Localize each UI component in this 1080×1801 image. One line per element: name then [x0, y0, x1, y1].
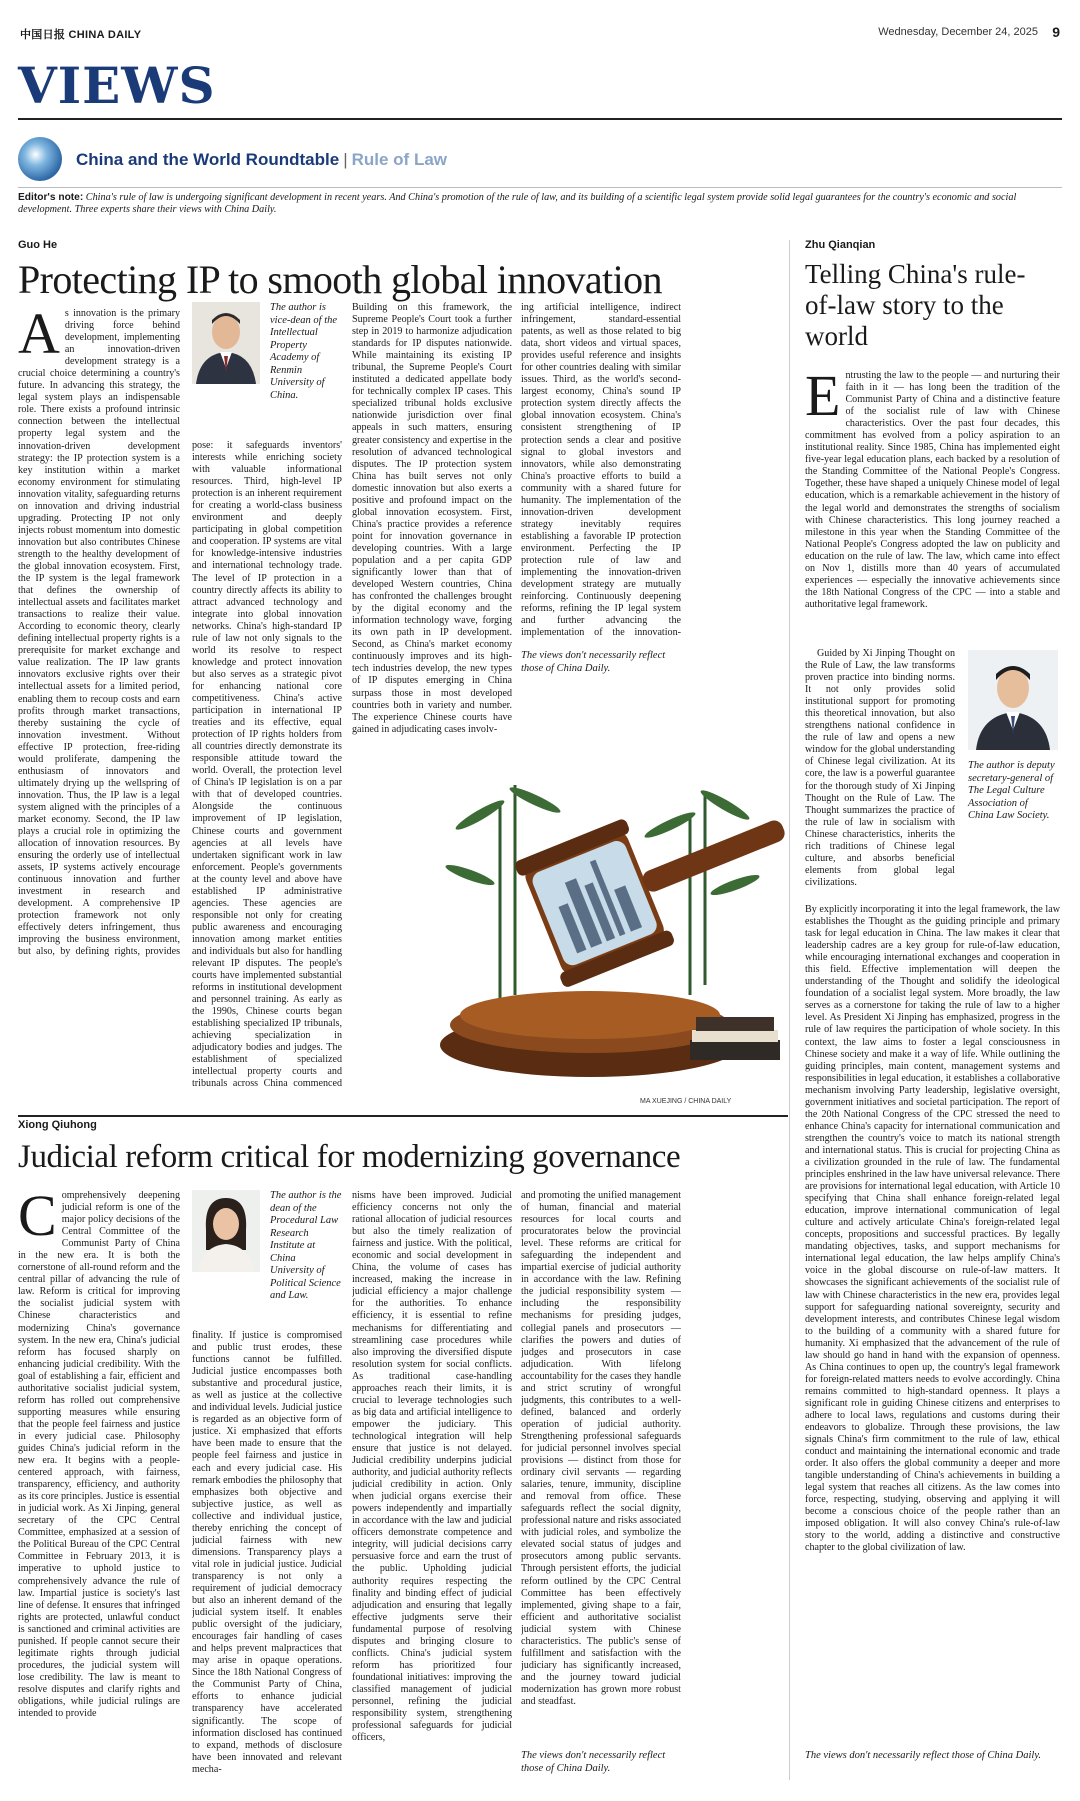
article2-column-1 — [18, 1190, 180, 1780]
article1-column-4 — [521, 302, 681, 640]
article2-col2-text: omprehensively deepening judicial reform is one of the major policy decisions of the Central Committee of the Communist Party of China in the new era. It is both the cornerstone of all-round reform and the central pillar of advancing the rule of law. Reform is critical for improving the socialist judicial system with Chinese characteristics and modernizing China's governance system. In the new era, China's judicial reform has focused sharply on enhancing judicial credibility. With the goal of establishing a fair, efficient and authoritative socialist judicial system, reform has rolled out comprehensive supporting measures while ensuring that the people feel fairness and justice in every judicial case. Philosophy guides China's judicial reform in the new era. It begins with a people-centered approach, with fairness, transparency, efficiency, and authority as its core principles. Justice is essential in judicial work. As Xi Jinping, general secretary of the CPC Central Committee, emphasized at a session of the Political Bureau of the CPC Central Committee in February 2013, it is imperative to uphold justice to comprehensively advance the rule of law. Impartial justice is society's last line of defense. It ensures that infringed rights are protected, unlawful conduct is sanctioned and criminal activities are punished. If people cannot secure their legitimate rights through judicial procedures, the judicial system will lose credibility. The law is meant to resolve disputes and clarify rights and obligations, while judicial rulings are intended to provide — [18, 1190, 180, 1720]
roundtable-subtitle: Rule of Law — [351, 150, 448, 169]
banner-divider — [18, 187, 1062, 188]
article1-column-3 — [352, 302, 512, 740]
article2-author-caption: The author is the dean of the Procedural Law Research Institute at China University of Political Science and Law. — [270, 1190, 342, 1301]
editors-note-label: Editor's note: — [18, 192, 84, 203]
article1-author-caption: The author is vice-dean of the Intellectual Property Academy of Renmin University of China. — [270, 302, 338, 401]
editors-note-text: China's rule of law is undergoing significant development in recent years. And China's promotion of the rule of law, and its building of a scientific legal system provide solid legal guarantees for the country's economic and social development. Three experts share their views with China Daily. — [18, 192, 1017, 215]
article1-column-2 — [192, 440, 342, 1090]
author-photo-guo-he — [192, 302, 260, 384]
article1-byline: Guo He — [18, 239, 58, 251]
article1-col2-text: pose: it safeguards inventors' interests while enriching society with valuable informational resources. Third, high-level IP protection is an inherent requirement for creating a world-class business environment and deeply participating in global competition and cooperation. IP systems are vital for knowledge-intensive industries and international technology trade. The level of IP protection in a country directly affects its ability to attract advanced technology and integrate into global innovation networks. China's high-standard IP rule of law not only signals to the world its resolve to respect knowledge and protect innovation but also serves as a strategic pivot for enhancing national core competitiveness. China's active participation in international IP treaties and its effective, equal protection of IP rights holders from all countries directly demonstrate its responsible attitude toward the world. Overall, the protection level of China's IP legislation is on a par with that of developed countries. Alongside the continuous improvement of IP legislation, Chinese courts and government agencies at all levels have undertaken significant work in law enforcement. People's governments at the county level and above have established IP administrative agencies. These agencies are responsible not only for creating public awareness and encouraging innovation among market entities and individuals but also for handling relevant IP disputes. The people's courts have implemented substantial reforms in institutional development and personnel training. As early as the 1990s, Chinese courts began establishing specialized IP tribunals, achieving specialization in adjudicatory bodies and judges. The establishment of specialized intellectual property courts and tribunals across China commenced — [192, 440, 342, 1090]
article-divider — [18, 1115, 788, 1117]
illustration-credit: MA XUEJING / CHINA DAILY — [640, 1098, 732, 1105]
editors-note — [18, 192, 1062, 216]
article3-col1-text: ntrusting the law to the people — and nurturing their faith in it — has long been the tradition of the Communist Party of China and a distinctive feature of the socialist rule of law with Chinese characteristics. Over the past four decades, this commitment has evolved from a policy aspiration to an institutional reality. Since 1985, China has implemented eight five-year legal education plans, each backed by a resolution of the Standing Committee of the National People's Congress. Together, these have shaped a uniquely Chinese model of legal education, which is a remarkable achievement in the history of the legal world and demonstrates the strengths of socialism with Chinese characteristics. This long journey reached a milestone in this year when the Standing Committee of the National People's Congress adopted the law on publicity and education on the rule of law. The law, which came into effect on Nov 1, distills more than 40 years of accumulated experiences — especially the innovative achievements since the 18th National Congress of the CPC — into a stable and authoritative legal framework. — [805, 370, 1060, 610]
drop-cap: C — [18, 1190, 57, 1248]
article3-column-1b — [805, 648, 955, 900]
article3-author-caption: The author is deputy secretary-general of The Legal Culture Association of China Law Society. — [968, 760, 1055, 821]
issue-date: Wednesday, December 24, 2025 — [878, 26, 1038, 38]
roundtable-banner — [76, 150, 447, 170]
gavel-illustration — [390, 745, 788, 1095]
article3-disclaimer: The views don't necessarily reflect those of China Daily. — [805, 1750, 1042, 1761]
article3-column-1 — [805, 370, 1060, 646]
article3-col1b-text: Guided by Xi Jinping Thought on the Rule of Law, the law transforms proven practice into binding norms. It not only provides solid institutional support for promoting this theoretical innovation, but also strengthens national confidence in the rule of law and opens a new window for the global understanding of Chinese legal civilization. At its core, the law is a powerful guarantee for the thorough study of Xi Jinping Thought on the Rule of Law. The Thought summarizes the practice of the rule of law in socialism with Chinese characteristics, inherits the rich traditions of Chinese legal culture, and absorbs beneficial elements from global legal civilizations. — [805, 648, 955, 888]
china-daily-logo: 中国日报 CHINA DAILY — [20, 29, 142, 41]
article2-col4-text: and promoting the unified management of human, financial and material resources for local courts and procuratorates below the provincial level. These reforms are critical for safeguarding the independent and impartial exercise of judicial authority in accordance with the law. Refining the judicial responsibility system — including the responsibility mechanisms for presiding judges, collegial panels and prosecutors — clarifies the powers and duties of judges and prosecutors in case adjudication. With lifelong accountability for the cases they handle and strict scrutiny of wrongful judgments, this contributes to a well-defined, balanced and orderly operation of judicial authority. Strengthening professional safeguards for judicial personnel involves special provisions — distinct from those for ordinary civil servants — regarding salaries, tenure, immunity, discipline and removal from office. These safeguards reflect the social dignity, professional nature and risks associated with judicial roles, and symbolize the elevated social status of judges and prosecutors among public servants. Through persistent efforts, the judicial reform outlined by the CPC Central Committee has been effectively implemented, giving shape to a fair, efficient and authoritative socialist judicial system with Chinese characteristics. The public's sense of fulfillment and satisfaction with the judiciary has significantly increased, and the journey toward judicial modernization has grown more robust and steadfast. — [521, 1190, 681, 1707]
column-divider — [789, 240, 790, 1780]
author-photo-zhu-qianqian — [968, 650, 1058, 750]
article1-headline: Protecting IP to smooth global innovation — [18, 257, 662, 302]
article1-col4-text: ing artificial intelligence, indirect infringement, standard-essential patents, as well as those related to big data, short videos and virtual spaces, provides useful reference and insights for other countries dealing with similar issues. Third, as the world's second-largest economy, China's sound IP protection system directly affects the global innovation ecosystem. China's consistent strengthening of IP protection sends a clear and positive signal to global investors and innovators, while also demonstrating China's proactive efforts to build a community with a shared future for humanity. The implementation of the innovation-driven development strategy inevitably requires establishing a favorable IP protection environment. Perfecting the IP protection rule of law and implementing the innovation-driven development strategy are mutually reinforcing. Continuously deepening reforms, refining the IP legal system and further advancing the implementation of the innovation- — [521, 302, 681, 639]
article3-byline: Zhu Qianqian — [805, 239, 876, 251]
author-photo-xiong-qiuhong — [192, 1190, 260, 1272]
drop-cap: A — [18, 308, 60, 366]
article2-column-4 — [521, 1190, 681, 1742]
roundtable-separator: | — [343, 150, 348, 169]
article3-headline: Telling China's rule-of-law story to the world — [805, 259, 1026, 351]
article2-col3-text: nisms have been improved. Judicial efficiency concerns not only the rational allocation of judicial resources but also the timely realization of fairness and justice. With the political, economic and social development in China, the volume of cases has increased, making the increase in judicial efficiency a major challenge for the authorities. To enhance efficiency, it is essential to refine mechanisms for differentiating and streamlining case procedures while also improving the diversified dispute resolution system for social conflicts. As traditional case-handling approaches reach their limits, it is crucial to leverage technologies such as big data and artificial intelligence to empower the judiciary. This technological integration will help ensure that justice is not delayed. Judicial credibility underpins judicial authority, and judicial authority reflects judicial credibility in action. Only when judicial organs exercise their powers independently and impartially in accordance with the law and judicial officers demonstrate competence and integrity, will judicial decisions carry persuasive force and earn the trust of the public. Upholding judicial authority requires respecting the finality and binding effect of judicial adjudication and ensuring that legally effective judgments serve their fundamental purpose of resolving disputes and bringing closure to conflicts. China's judicial system reform has prioritized four foundational initiatives: improving the classified management of judicial personnel, refining the judicial responsibility system, strengthening professional safeguards for judicial officers, — [352, 1190, 512, 1744]
roundtable-title: China and the World Roundtable — [76, 150, 340, 169]
article1-column-1 — [18, 308, 180, 958]
article1-col3-text: Building on this framework, the Supreme People's Court took a further step in 2019 to harmonize adjudication standards for IP disputes nationwide. While maintaining its existing IP tribunal, the Supreme People's Court instituted a dedicated appellate body for technically complex IP cases. This specialized tribunal holds exclusive nationwide jurisdiction over final appeals in such matters, ensuring greater consistency and expertise in the resolution of advanced technological disputes. The IP protection system China has built serves not only domestic innovation but also exerts a positive and profound impact on the global innovation ecosystem. First, China's practice provides a reference point for innovation governance in developing countries. With a large population and a per capita GDP significantly lower than that of developed Western countries, China has confronted the challenges brought by the digital economy and the information technology wave, forging its own path in IP development. Second, as China's market economy continuously improves and its high-tech industries develop, the new types of IP disputes emerging in China surpass those in most developed countries both in variety and number. The experience Chinese courts have gained in adjudicating cases involv- — [352, 302, 512, 735]
globe-icon — [18, 137, 62, 181]
section-divider — [18, 118, 1062, 120]
article1-col1-text: s innovation is the primary driving force behind development, implementing an innovation-driven development strategy is a crucial choice determining a country's future. In advancing this strategy, the legal system plays an indispensable role. There exists a profound intrinsic connection between the intellectual property legal system and the innovation-driven development strategy: the IP protection system is a key institution within a market economy environment for stimulating innovation vitality, safeguarding returns on innovation and driving industrial upgrading. Protecting IP not only injects robust momentum into domestic innovation but also contributes Chinese strength to the healthy development of the global innovation ecosystem. First, the IP system is the legal framework that defines the ownership of intellectual assets and facilitates market transactions to realize their value. According to economic theory, clearly defining intellectual property rights is a prerequisite for market exchange and value realization. The IP law grants innovators exclusive rights over their intellectual assets for a limited period, enabling them to recoup costs and earn profits through market transactions, thereby sustaining the cycle of innovation investment. Without effective IP protection, free-riding would proliferate, dampening the enthusiasm of innovators and ultimately drying up the wellspring of innovation. Thus, the IP law is a legal system aligned with the principles of a market economy. Second, the IP law plays a crucial role in optimizing the allocation of innovation resources. By ensuring the orderly use of intellectual assets, IP systems actively encourage continuous innovation and further investment in research and development. A comprehensive IP protection framework not only effectively deters infringement, thus improving the business environment, but also, by defining rights, provides — [18, 308, 180, 958]
masthead — [20, 26, 1060, 40]
article2-col2-text: finality. If justice is compromised and public trust erodes, these functions cannot be fulfilled. Judicial justice encompasses both substantive and procedural justice, as well as justice at the collective and individual levels. Judicial justice is regarded as an objective form of justice. Xi emphasized that efforts have been made to ensure that the people feel fairness and justice in each and every judicial case. His remark embodies the philosophy that emphasizes both objective and subjective justice, as well as collective and individual justice, thereby enriching the concept of judicial fairness with new dimensions. Transparency plays a vital role in judicial justice. Judicial transparency is not only a requirement of judicial democracy but also an inherent demand of the judicial system itself. It enables public oversight of the judiciary, encourages fair handling of cases and helps prevent malpractices that may arise in opaque operations. Since the 18th National Congress of the Communist Party of China, efforts to enhance judicial transparency have accelerated significantly. The scope of information disclosed has continued to expand, methods of disclosure have been innovated and relevant mecha- — [192, 1330, 342, 1775]
article2-headline: Judicial reform critical for modernizing governance — [18, 1139, 681, 1175]
article3-column-1c — [805, 904, 1060, 1740]
article2-disclaimer: The views don't necessarily reflect those of China Daily. — [521, 1750, 666, 1774]
article1-disclaimer: The views don't necessarily reflect those of China Daily. — [521, 650, 666, 674]
article2-byline: Xiong Qiuhong — [18, 1119, 97, 1131]
section-title: VIEWS — [18, 56, 216, 115]
article2-column-2 — [192, 1330, 342, 1780]
drop-cap: E — [805, 370, 841, 428]
page-number: 9 — [1052, 24, 1060, 40]
article2-column-3 — [352, 1190, 512, 1780]
article3-col1c-text: By explicitly incorporating it into the legal framework, the law establishes the Thought as the guiding principle and primary task for legal education in China. The law makes it clear that leadership cadres are a key group for rule-of-law education, while encouraging international exchanges and cooperation in this field. Effective implementation will deepen the understanding of the Thought and solidify the ideological foundation of a socialist legal system. More broadly, the law serves as a cornerstone for taking the rule of law to a higher level. As President Xi Jinping has emphasized, progress in the rule of law requires the participation of whole society. In this context, the law aims to foster a legal consciousness in Chinese society and make it a way of life. While outlining the guiding principles, main content, management systems and responsibilities in legal education, it establishes a collaborative mechanism involving Party leadership, legislative oversight, government initiatives and societal participation. The report of the 20th National Congress of the CPC stressed the need to enhance China's capacity for international communication and strengthen the country's voice to match its national strength and international status. This is crucial for projecting China as a civilization grounded in the rule of law. The fundamental principles enshrined in the law have universal relevance. There are provisions for international legal education, with Article 10 specifying that China shall enhance foreign-related legal education, improve international communication of legal culture and actively articulate China's foreign-related legal concepts, propositions and successful practices. By legally mandating objectives, tasks, and support mechanisms for international legal education, the law helps amplify China's voice in the global discourse on rule-of-law matters. It showcases the significant achievements of the socialist rule of law with Chinese characteristics in the new era, provides legal support for safeguarding national sovereignty, security and development interests, and contributes Chinese legal wisdom to the building of a community with a shared future for humanity. Xi emphasized that the advancement of the rule of law should go hand in hand with the expansion of openness. As China continues to open up, the country's legal framework for foreign-related matters needs to evolve accordingly. China remains committed to high-standard openness. It plays a significant role in guiding Chinese citizens and enterprises to adhere to local laws, regulations and customs during their endeavors to globalize. Through these provisions, the law signals China's firm commitment to the rule of law, ethical conduct and maintaining the international economic and trade order. It also offers the global community a deeper and more tangible understanding of China's achievements in building a legal system that reaches all citizens. As the law comes into force, respecting, studying, observing and applying it will become a conscious choice of the people rather than an imposed obligation. It will also convey China's rule-of-law story to the world, adding a distinctive and constructive chapter to the global civilization of law. — [805, 904, 1060, 1554]
